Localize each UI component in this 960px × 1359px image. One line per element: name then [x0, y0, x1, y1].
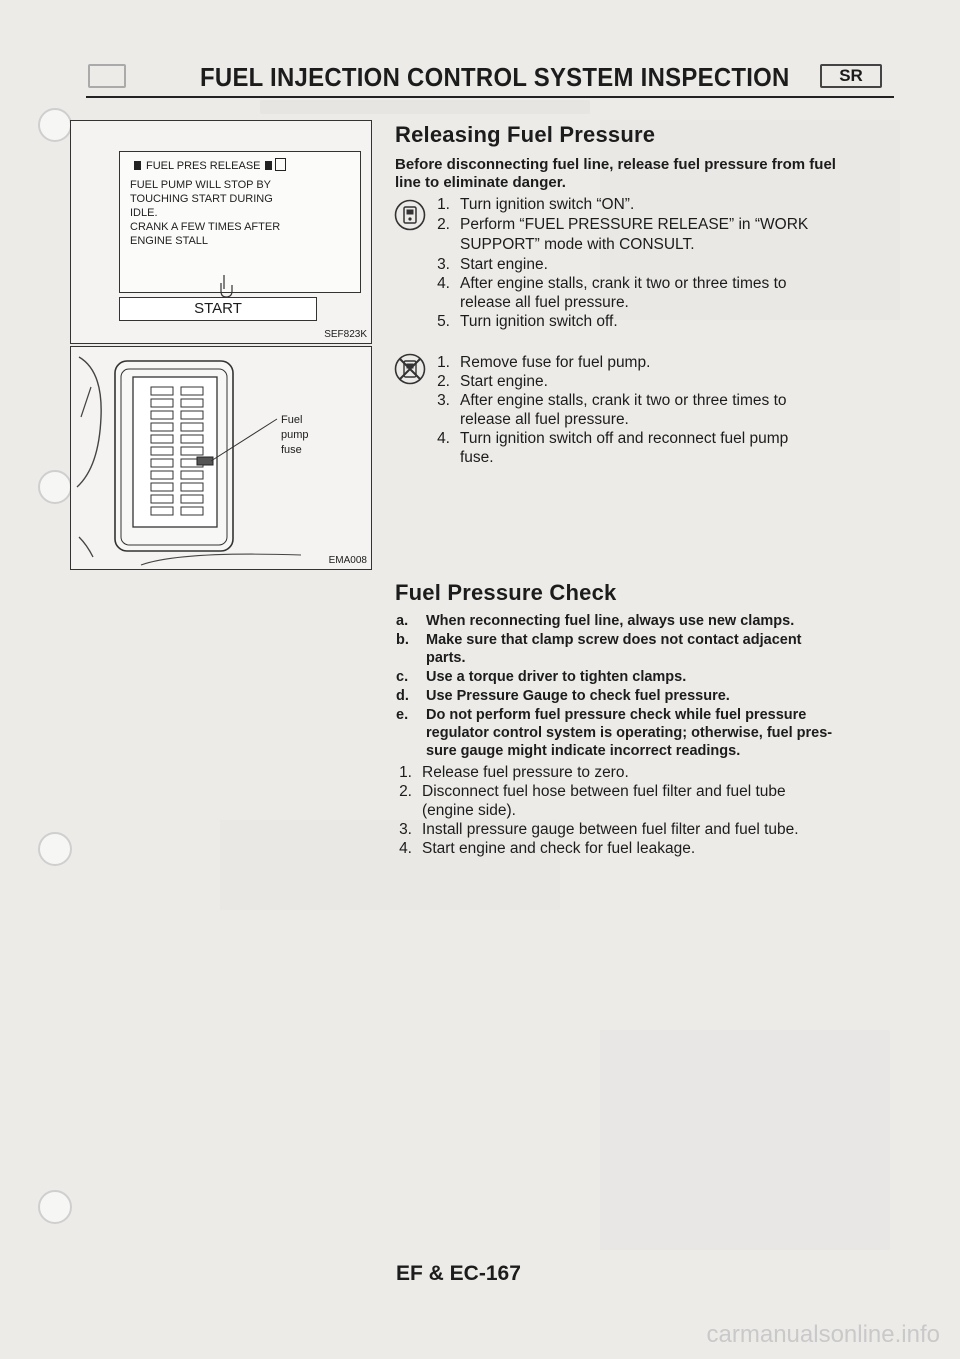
step-number: 2.: [437, 216, 450, 233]
page-title: FUEL INJECTION CONTROL SYSTEM INSPECTION: [200, 62, 790, 92]
fuel-pump-fuse-callout: [281, 413, 309, 458]
punch-hole: [38, 108, 72, 142]
note-letter: b.: [396, 632, 409, 648]
releasing-intro-line: line to eliminate danger.: [395, 174, 566, 191]
page-number: EF & EC-167: [396, 1262, 521, 1285]
step-number: 4.: [437, 430, 450, 447]
screen-header: [134, 158, 360, 172]
step-text: Release fuel pressure to zero.: [422, 764, 629, 781]
step-number: 1.: [399, 764, 412, 781]
step-number: 2.: [399, 783, 412, 800]
callout-line: fuse: [281, 444, 302, 456]
step-text: After engine stalls, crank it two or three times to: [460, 392, 787, 409]
step-text: Perform “FUEL PRESSURE RELEASE” in “WORK: [460, 216, 809, 233]
step-number: 3.: [399, 821, 412, 838]
engine-badge: SR: [820, 64, 882, 88]
punch-hole: [38, 470, 72, 504]
fuse-block-drawing: [71, 347, 371, 569]
note-text: Make sure that clamp screw does not contact adjacent: [426, 632, 802, 648]
figure-code: SEF823K: [324, 329, 367, 340]
square-marker-icon: [265, 161, 272, 170]
note-text: When reconnecting fuel line, always use new clamps.: [426, 613, 795, 629]
consult-screen-figure: [70, 120, 372, 344]
checkbox-icon: [275, 158, 286, 171]
note-text: parts.: [426, 650, 466, 666]
punch-hole: [38, 1190, 72, 1224]
screen-line: IDLE.: [130, 207, 158, 219]
screen-line: TOUCHING START DURING: [130, 193, 273, 205]
step-text: Start engine and check for fuel leakage.: [422, 840, 696, 857]
figure-code: EMA008: [328, 555, 367, 566]
step-number: 3.: [437, 256, 450, 273]
step-text: Install pressure gauge between fuel filter and fuel tube.: [422, 821, 799, 838]
step-text: Disconnect fuel hose between fuel filter and fuel tube: [422, 783, 786, 800]
start-button: START: [119, 297, 317, 321]
consult-screen: [119, 151, 361, 293]
callout-line: pump: [281, 429, 309, 441]
step-text: After engine stalls, crank it two or three times to: [460, 275, 787, 292]
step-number: 4.: [437, 275, 450, 292]
page-badge-left: [88, 64, 126, 88]
note-letter: c.: [396, 669, 409, 685]
callout-line: Fuel: [281, 414, 303, 426]
step-text: (engine side).: [422, 802, 516, 819]
step-number: 5.: [437, 313, 450, 330]
section-title-releasing: Releasing Fuel Pressure: [395, 122, 656, 147]
step-text: Start engine.: [460, 373, 548, 390]
header-rule: [86, 96, 894, 98]
step-number: 1.: [437, 196, 450, 213]
step-text: Turn ignition switch off and reconnect fuel pump: [460, 430, 789, 447]
note-letter: d.: [396, 688, 409, 704]
screen-line: CRANK A FEW TIMES AFTER: [130, 221, 281, 233]
screen-line: FUEL PUMP WILL STOP BY: [130, 179, 272, 191]
step-text: Remove fuse for fuel pump.: [460, 354, 651, 371]
screen-header-text: FUEL PRES RELEASE: [146, 160, 261, 172]
step-number: 1.: [437, 354, 450, 371]
note-text: Do not perform fuel pressure check while fuel pressure: [426, 707, 807, 723]
note-text: Use Pressure Gauge to check fuel pressure.: [426, 688, 730, 704]
step-text: Turn ignition switch “ON”.: [460, 196, 635, 213]
without-consult-icon: [393, 352, 427, 386]
note-text: Use a torque driver to tighten clamps.: [426, 669, 687, 685]
step-number: 3.: [437, 392, 450, 409]
consult-icon: [393, 198, 427, 232]
step-text: fuse.: [460, 449, 494, 466]
step-number: 2.: [437, 373, 450, 390]
bleed-through: [600, 1030, 890, 1250]
pointing-hand-icon: [216, 273, 236, 301]
note-text: sure gauge might indicate incorrect readings.: [426, 743, 741, 759]
step-text: release all fuel pressure.: [460, 294, 629, 311]
step-text: Start engine.: [460, 256, 548, 273]
note-letter: e.: [396, 707, 409, 723]
step-text: SUPPORT” mode with CONSULT.: [460, 236, 695, 253]
punch-hole: [38, 832, 72, 866]
note-letter: a.: [396, 613, 409, 629]
watermark: carmanualsonline.info: [706, 1321, 940, 1348]
releasing-intro-line: Before disconnecting fuel line, release fuel pressure from fuel: [395, 156, 836, 173]
step-text: Turn ignition switch off.: [460, 313, 618, 330]
section-title-check: Fuel Pressure Check: [395, 580, 617, 605]
bleed-through: [260, 100, 590, 114]
step-number: 4.: [399, 840, 412, 857]
screen-line: ENGINE STALL: [130, 235, 209, 247]
note-text: regulator control system is operating; otherwise, fuel pres-: [426, 725, 833, 741]
square-marker-icon: [134, 161, 141, 170]
step-text: release all fuel pressure.: [460, 411, 629, 428]
fuse-block-figure: [70, 346, 372, 570]
